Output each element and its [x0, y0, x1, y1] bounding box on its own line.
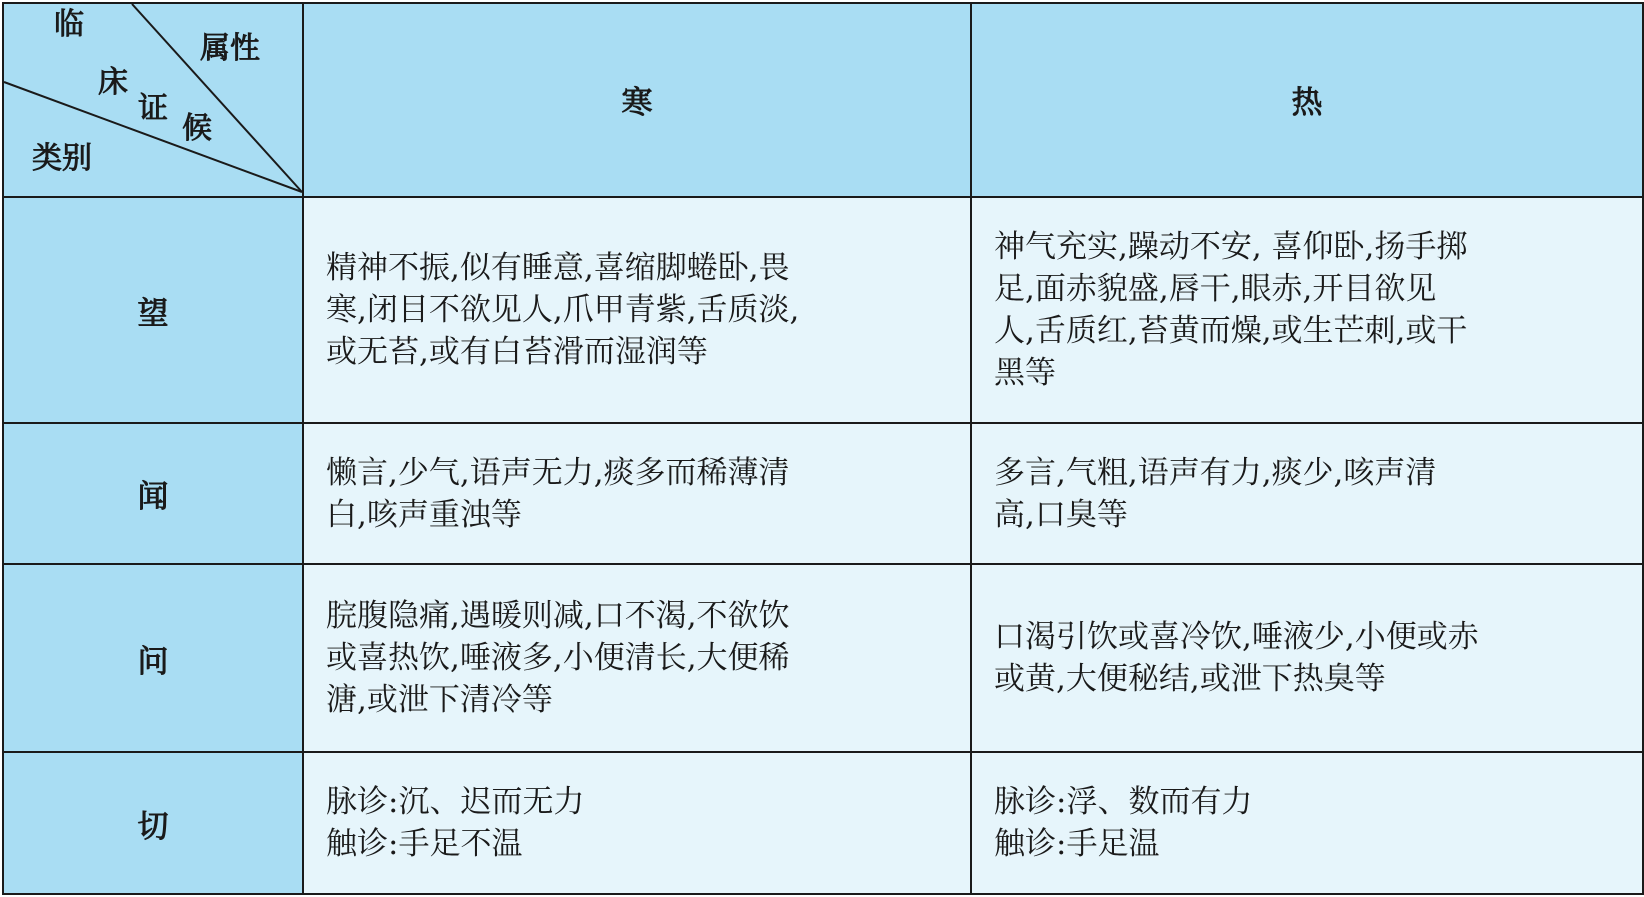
corner-symptom-char-4: 候 [182, 111, 212, 146]
corner-header-cell [3, 3, 303, 197]
heat-cell [971, 564, 1643, 752]
heat-cell [971, 423, 1643, 564]
row-category-cell [3, 197, 303, 424]
row-category-label: 问 [137, 643, 169, 680]
corner-symptom-char-2: 床 [98, 65, 128, 100]
table-row [3, 752, 1643, 894]
column-header-cold [303, 3, 971, 197]
cold-cell-text: 脉诊:沉、迟而无力 触诊:手足不温 [326, 784, 585, 863]
heat-cell-text: 多言,气粗,语声有力,痰少,咳声清 高,口臭等 [994, 454, 1437, 533]
cold-cell [303, 752, 971, 894]
column-header-heat [971, 3, 1643, 197]
cold-cell [303, 564, 971, 752]
table-row [3, 423, 1643, 564]
row-category-label: 切 [137, 808, 169, 845]
row-category-cell [3, 423, 303, 564]
cold-cell [303, 423, 971, 564]
cold-cell-text: 精神不振,似有睡意,喜缩脚蜷卧,畏 寒,闭目不欲见人,爪甲青紫,舌质淡, 或无苔,或有白苔滑而湿润等 [326, 250, 800, 371]
heat-cell-text: 脉诊:浮、数而有力 触诊:手足温 [994, 784, 1253, 863]
corner-symptom-char-3: 证 [138, 91, 168, 126]
table-row [3, 197, 1643, 424]
cold-heat-comparison-table [2, 2, 1644, 895]
corner-attribute-label: 属性 [200, 31, 260, 66]
table-row [3, 564, 1643, 752]
row-category-cell [3, 564, 303, 752]
column-header-heat-text: 热 [1291, 85, 1323, 122]
cold-cell-text: 懒言,少气,语声无力,痰多而稀薄清 白,咳声重浊等 [326, 454, 790, 533]
heat-cell [971, 197, 1643, 424]
corner-category-label: 类别 [32, 141, 92, 176]
heat-cell [971, 752, 1643, 894]
row-category-cell [3, 752, 303, 894]
column-header-cold-text: 寒 [621, 85, 653, 122]
heat-cell-text: 口渴引饮或喜冷饮,唾液少,小便或赤 或黄,大便秘结,或泄下热臭等 [994, 619, 1479, 698]
cold-cell-text: 脘腹隐痛,遇暖则减,口不渴,不欲饮 或喜热饮,唾液多,小便清长,大便稀 溏,或泄下清冷等 [326, 598, 790, 719]
cold-cell [303, 197, 971, 424]
heat-cell-text: 神气充实,躁动不安, 喜仰卧,扬手掷 足,面赤貌盛,唇干,眼赤,开目欲见 人,舌质红,苔黄而燥,或生芒刺,或干 黑等 [994, 229, 1468, 392]
row-category-label: 闻 [137, 479, 169, 516]
row-category-label: 望 [137, 295, 169, 332]
header-row [3, 3, 1643, 197]
corner-symptom-char-1: 临 [54, 7, 84, 42]
